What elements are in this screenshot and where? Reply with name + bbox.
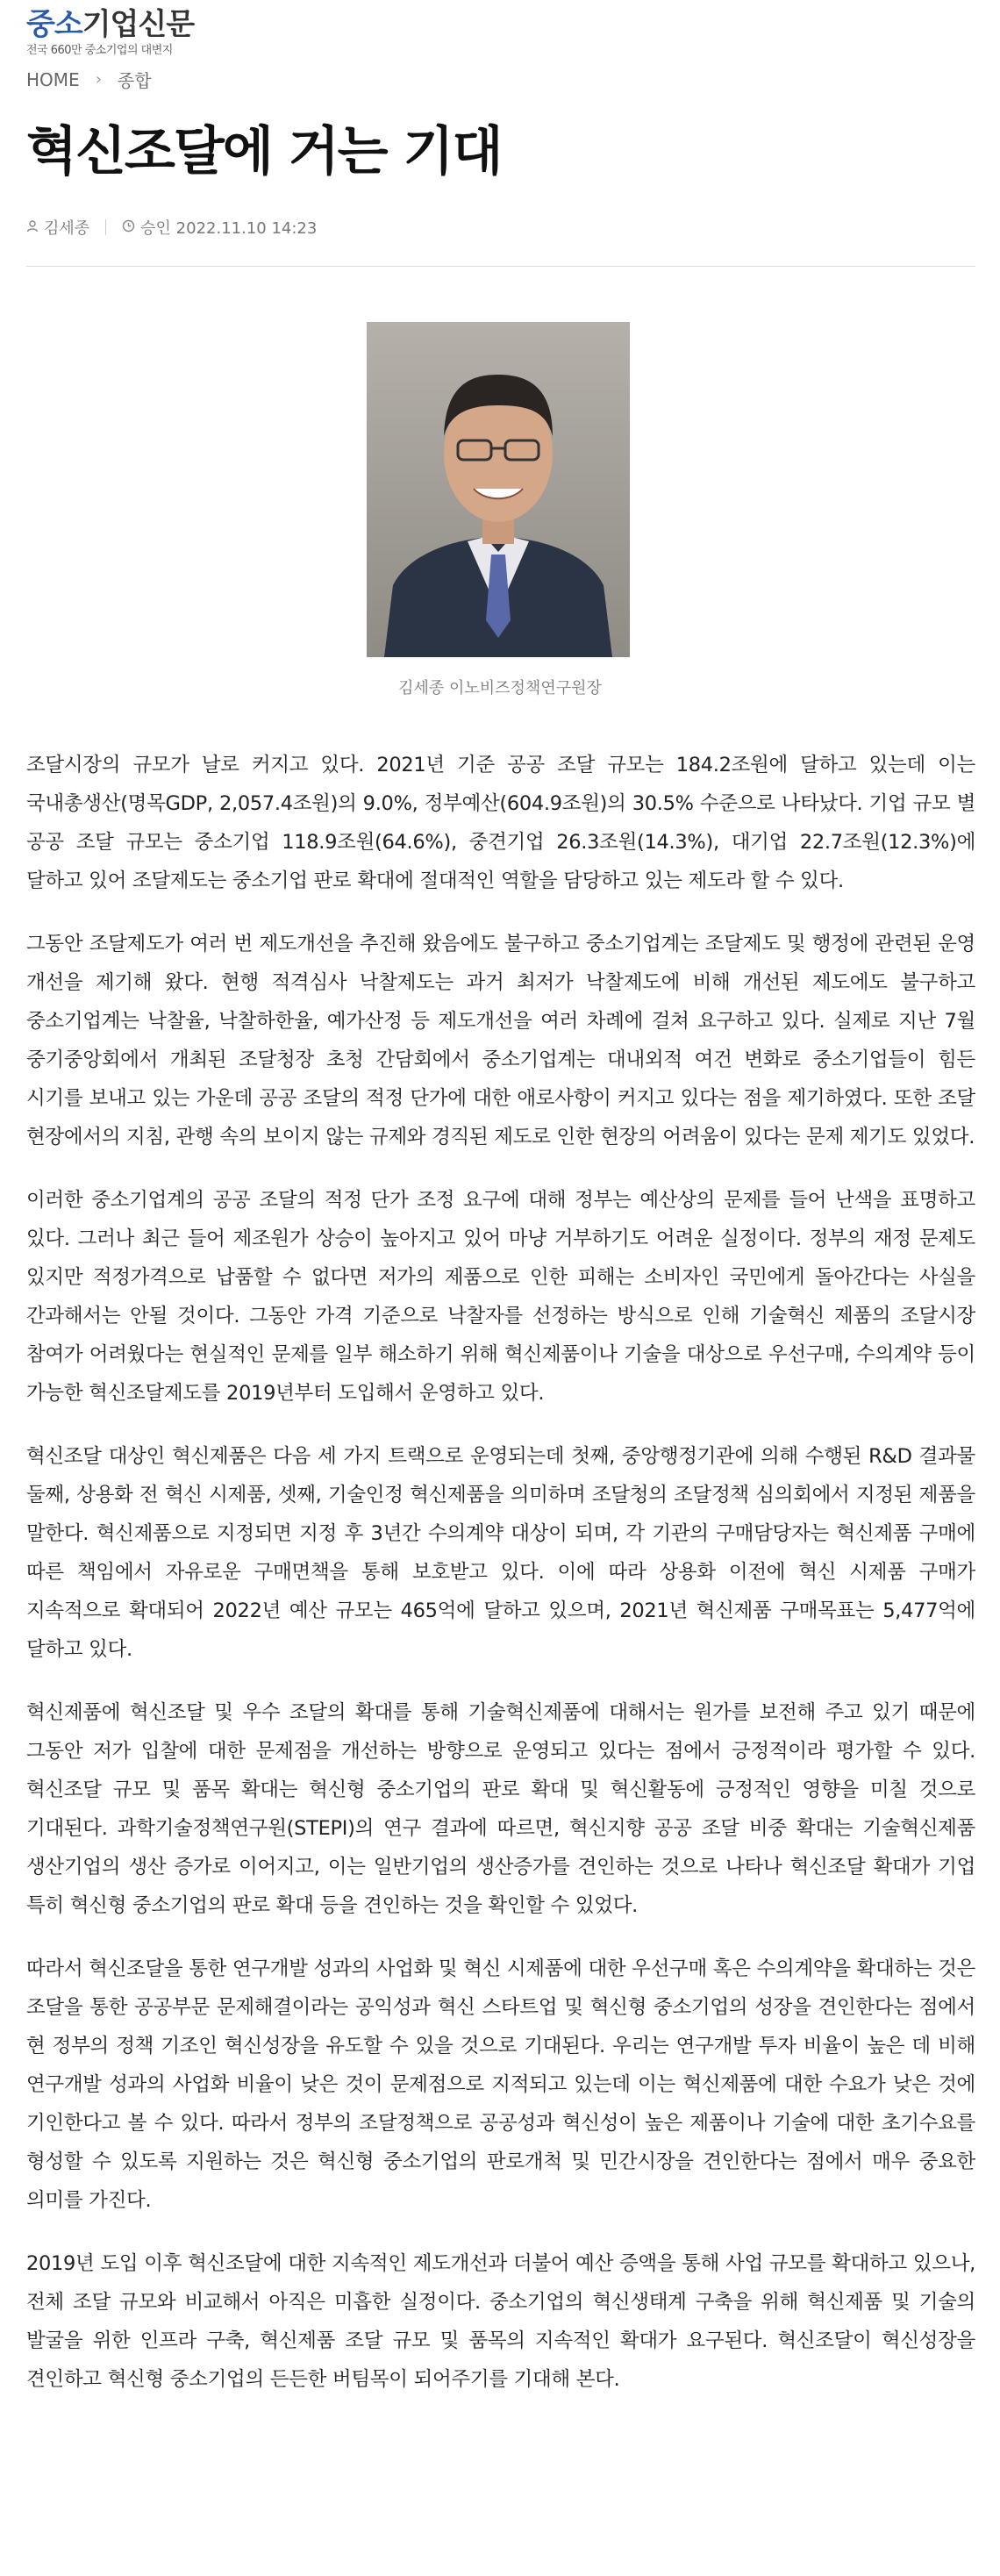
article-paragraph: 혁신조달 대상인 혁신제품은 다음 세 가지 트랙으로 운영되는데 첫째, 중앙행정기관에 의해 수행된 R&D 결과물 둘째, 상용화 전 혁신 시제품, 셋째, 기술인정 혁신제품을 의미하며 조달청의 조달정책 심의회에서 지정된 제품을 말한다. 혁신제품으로 지정되면 지정 후 3년간 수의계약 대상이 되며, 각 기관의 구매담당자는 혁신제품 구매에 따른 책임에서 자유로운 구매면책을 통해 보호받고 있다. 이에 따라 상용화 이전에 혁신 시제품 구매가 지속적으로 확대되어 2022년 예산 규모는 465억에 달하고 있으며, 2021년 혁신제품 구매목표는 5,477억에 달하고 있다. xyxy=(26,1445,975,1661)
header-divider xyxy=(26,266,975,267)
article-meta xyxy=(26,216,317,239)
logo-wordmark-rest: 기업신문 xyxy=(82,7,195,42)
article-paragraph: 그동안 조달제도가 여러 번 제도개선을 추진해 왔음에도 불구하고 중소기업계는 조달제도 및 행정에 관련된 운영 개선을 제기해 왔다. 현행 적격심사 낙찰제도는 과거 최저가 낙찰제도에 비해 개선된 제도에도 불구하고 중소기업계는 낙찰율, 낙찰하한율, 예가산정 등 제도개선을 여러 차례에 걸쳐 요구하고 있다. 실제로 지난 7월 중기중앙회에서 개최된 조달청장 초청 간담회에서 중소기업계는 대내외적 여건 변화로 중소기업들이 힘든 시기를 보내고 있는 가운데 공공 조달의 적정 단가에 대한 애로사항이 커지고 있다는 점을 제기하였다. 또한 조달 현장에서의 지침, 관행 속의 보이지 않는 규제와 경직된 제도로 인한 현장의 어려움이 있다는 문제 제기도 있었다. xyxy=(26,933,975,1148)
author-photo xyxy=(367,322,630,657)
breadcrumb xyxy=(26,67,152,92)
breadcrumb-section[interactable]: 종합 xyxy=(117,70,152,91)
meta-divider xyxy=(105,219,106,235)
article-published-date: 승인 2022.11.10 14:23 xyxy=(140,219,318,238)
chevron-right-icon: › xyxy=(95,70,102,89)
article-paragraph: 혁신제품에 혁신조달 및 우수 조달의 확대를 통해 기술혁신제품에 대해서는 원가를 보전해 주고 있기 때문에 그동안 저가 입찰에 대한 문제점을 개선하는 방향으로 운영되고 있다는 점에서 긍정적이라 평가할 수 있다. 혁신조달 규모 및 품목 확대는 혁신형 중소기업의 판로 확대 및 혁신활동에 긍정적인 영향을 미칠 것으로 기대된다. 과학기술정책연구원(STEPI)의 연구 결과에 따르면, 혁신지향 공공 조달 비중 확대는 기술혁신제품 생산기업의 생산 증가로 이어지고, 이는 일반기업의 생산증가를 견인하는 것으로 나타나 혁신조달 확대가 기업 특히 혁신형 중소기업의 판로 확대 등을 견인하는 것을 확인할 수 있었다. xyxy=(26,1701,975,1917)
article-author[interactable]: 김세종 xyxy=(44,219,90,238)
article-paragraph: 이러한 중소기업계의 공공 조달의 적정 단가 조정 요구에 대해 정부는 예산상의 문제를 들어 난색을 표명하고 있다. 그러나 최근 들어 제조원가 상승이 높아지고 있어 마냥 거부하기도 어려운 실정이다. 정부의 재정 문제도 있지만 적정가격으로 납품할 수 없다면 저가의 제품으로 인한 피해는 소비자인 국민에게 돌아간다는 사실을 간과해서는 안될 것이다. 그동안 가격 기준으로 낙찰자를 선정하는 방식으로 인해 기술혁신 제품의 조달시장 참여가 어려웠다는 현실적인 문제를 일부 해소하기 위해 혁신제품이나 기술을 대상으로 우선구매, 수의계약 등이 가능한 혁신조달제도를 2019년부터 도입해서 운영하고 있다. xyxy=(26,1189,975,1405)
logo-wordmark-accent: 중소 xyxy=(26,7,82,42)
logo-wordmark xyxy=(26,7,194,42)
photo-caption: 김세종 이노비즈정책연구원장 xyxy=(398,679,602,698)
article-paragraph: 2019년 도입 이후 혁신조달에 대한 지속적인 제도개선과 더불어 예산 증액을 통해 사업 규모를 확대하고 있으나, 전체 조달 규모와 비교해서 아직은 미흡한 실정이다. 중소기업의 혁신생태계 구축을 위해 혁신제품 및 기술의 발굴을 위한 인프라 구축, 혁신제품 조달 규모 및 품목의 지속적인 확대가 요구된다. 혁신조달이 혁신성장을 견인하고 혁신형 중소기업의 든든한 버팀목이 되어주기를 기대해 본다. xyxy=(26,2252,975,2391)
article-paragraph: 조달시장의 규모가 날로 커지고 있다. 2021년 기준 공공 조달 규모는 184.2조원에 달하고 있는데 이는 국내총생산(명목GDP, 2,057.4조원)의 9.0%, 정부예산(604.9조원)의 30.5% 수준으로 나타났다. 기업 규모 별 공공 조달 규모는 중소기업 118.9조원(64.6%), 중견기업 26.3조원(14.3%), 대기업 22.7조원(12.3%)에 달하고 있어 조달제도는 중소기업 판로 확대에 절대적인 역할을 담당하고 있는 제도라 할 수 있다. xyxy=(26,754,975,892)
article-paragraph: 따라서 혁신조달을 통한 연구개발 성과의 사업화 및 혁신 시제품에 대한 우선구매 혹은 수의계약을 확대하는 것은 조달을 통한 공공부문 문제해결이라는 공익성과 혁신 스타트업 및 혁신형 중소기업의 성장을 견인한다는 점에서 현 정부의 정책 기조인 혁신성장을 유도할 수 있을 것으로 기대된다. 우리는 연구개발 투자 비율이 높은 데 비해 연구개발 성과의 사업화 비율이 낮은 것이 문제점으로 지적되고 있는데 이는 혁신제품에 대한 수요가 낮은 것에 기인한다고 볼 수 있다. 따라서 정부의 조달정책으로 공공성과 혁신성이 높은 제품이나 기술에 대한 초기수요를 형성할 수 있도록 지원하는 것은 혁신형 중소기업의 판로개척 및 민간시장을 견인한다는 점에서 매우 중요한 의미를 가진다. xyxy=(26,1957,975,2212)
article-body xyxy=(26,746,975,2423)
person-icon xyxy=(26,219,39,236)
site-logo[interactable] xyxy=(26,7,194,57)
article-title: 혁신조달에 거는 기대 xyxy=(26,121,502,182)
logo-tagline: 전국 660만 중소기업의 대변지 xyxy=(26,44,173,57)
breadcrumb-home[interactable]: HOME xyxy=(26,68,80,90)
clock-icon xyxy=(122,219,135,236)
